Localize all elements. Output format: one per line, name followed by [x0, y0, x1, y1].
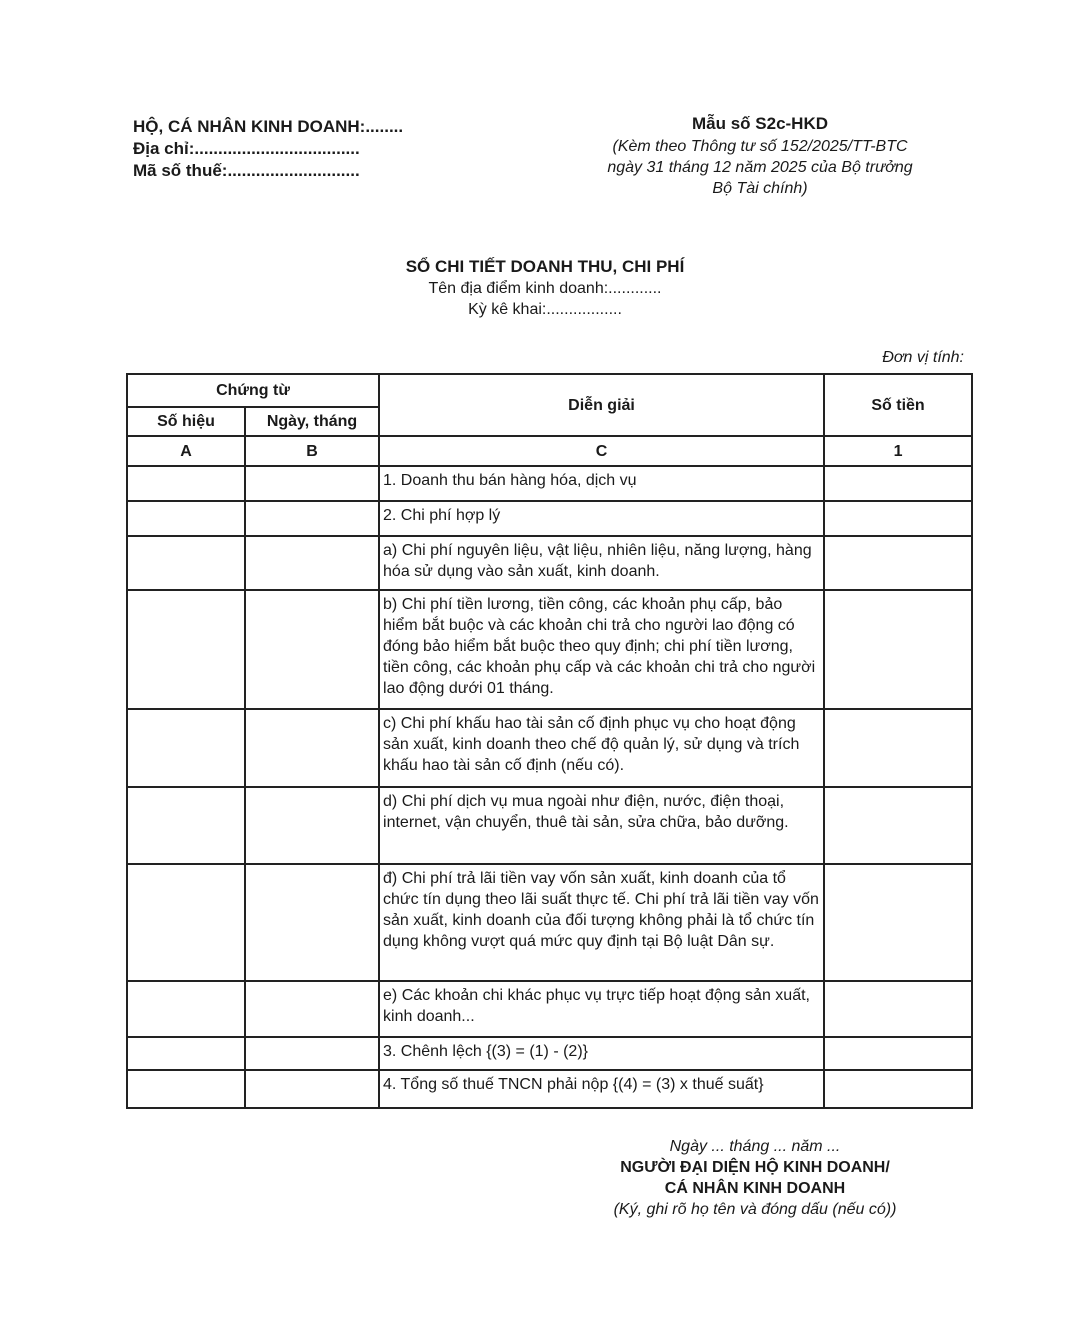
tax-code-line: Mã số thuế:............................: [133, 161, 360, 180]
column-code-1: 1: [824, 436, 972, 466]
description-cell: 4. Tổng số thuế TNCN phải nộp {(4) = (3) x thuế suất}: [379, 1070, 824, 1108]
voucher-number-cell[interactable]: [127, 787, 245, 864]
description-cell: a) Chi phí nguyên liệu, vật liệu, nhiên liệu, năng lượng, hàng hóa sử dụng vào sản xuất, kinh doanh.: [379, 536, 824, 590]
voucher-date-cell[interactable]: [245, 1070, 379, 1108]
table-row: [127, 864, 972, 981]
address-line: Địa chỉ:...................................: [133, 139, 360, 158]
business-location-line: Tên địa điểm kinh doanh:............: [428, 280, 662, 297]
table-row: [127, 501, 972, 536]
signature-date: Ngày ... tháng ... năm ...: [669, 1138, 841, 1155]
description-cell: e) Các khoản chi khác phục vụ trực tiếp hoạt động sản xuất, kinh doanh...: [379, 981, 824, 1037]
table-row: [127, 1070, 972, 1108]
amount-cell[interactable]: [824, 981, 972, 1037]
signer-title-line-1: NGƯỜI ĐẠI DIỆN HỘ KINH DOANH/: [620, 1159, 890, 1176]
voucher-number-cell[interactable]: [127, 501, 245, 536]
description-cell: 1. Doanh thu bán hàng hóa, dịch vụ: [379, 466, 824, 501]
voucher-number-cell[interactable]: [127, 709, 245, 787]
form-reference: [560, 113, 960, 199]
table-row: [127, 709, 972, 787]
voucher-number-cell[interactable]: [127, 536, 245, 590]
form-number: Mẫu số S2c-HKD: [691, 114, 829, 133]
column-code-row: [127, 436, 972, 466]
table-row: [127, 466, 972, 501]
signature-note: (Ký, ghi rõ họ tên và đóng dấu (nếu có)): [613, 1201, 897, 1218]
voucher-header: Chứng từ: [127, 374, 379, 407]
column-code-b: B: [245, 436, 379, 466]
amount-cell[interactable]: [824, 590, 972, 709]
circular-ref-line-1: (Kèm theo Thông tư số 152/2025/TT-BTC: [612, 138, 908, 155]
amount-header: Số tiền: [824, 374, 972, 436]
voucher-date-cell[interactable]: [245, 709, 379, 787]
table-row: [127, 590, 972, 709]
circular-ref-line-2: ngày 31 tháng 12 năm 2025 của Bộ trưởng: [607, 159, 913, 176]
table-row: [127, 981, 972, 1037]
business-name-line: HỘ, CÁ NHÂN KINH DOANH:........: [133, 117, 404, 136]
voucher-date-cell[interactable]: [245, 536, 379, 590]
description-cell: c) Chi phí khấu hao tài sản cố định phục vụ cho hoạt động sản xuất, kinh doanh theo chế độ quản lý, sử dụng và trích khấu hao tài sản cố định (nếu có).: [379, 709, 824, 787]
title-block: [300, 256, 790, 320]
signature-block: [580, 1136, 930, 1221]
description-cell: 3. Chênh lệch {(3) = (1) - (2)}: [379, 1037, 824, 1070]
voucher-number-cell[interactable]: [127, 590, 245, 709]
voucher-date-cell[interactable]: [245, 501, 379, 536]
amount-cell[interactable]: [824, 536, 972, 590]
description-cell: 2. Chi phí hợp lý: [379, 501, 824, 536]
voucher-date-header: Ngày, tháng: [245, 407, 379, 436]
amount-cell[interactable]: [824, 787, 972, 864]
table-row: [127, 1037, 972, 1070]
description-cell: d) Chi phí dịch vụ mua ngoài như điện, nước, điện thoại, internet, vận chuyển, thuê tài sản, sửa chữa, bảo dưỡng.: [379, 787, 824, 864]
amount-cell[interactable]: [824, 1037, 972, 1070]
business-info: [133, 116, 403, 182]
voucher-date-cell[interactable]: [245, 864, 379, 981]
voucher-date-cell[interactable]: [245, 1037, 379, 1070]
signer-title-line-2: CÁ NHÂN KINH DOANH: [664, 1180, 846, 1197]
voucher-date-cell[interactable]: [245, 466, 379, 501]
voucher-number-cell[interactable]: [127, 1037, 245, 1070]
voucher-number-cell[interactable]: [127, 466, 245, 501]
amount-cell[interactable]: [824, 709, 972, 787]
voucher-number-cell[interactable]: [127, 981, 245, 1037]
table-row: [127, 536, 972, 590]
voucher-date-cell[interactable]: [245, 590, 379, 709]
document-title: SỔ CHI TIẾT DOANH THU, CHI PHÍ: [405, 257, 685, 276]
amount-cell[interactable]: [824, 864, 972, 981]
voucher-number-header: Số hiệu: [127, 407, 245, 436]
description-cell: đ) Chi phí trả lãi tiền vay vốn sản xuất, kinh doanh của tổ chức tín dụng theo lãi suất thực tế. Chi phí trả lãi tiền vay vốn sản xuất, kinh doanh của đối tượng không phải là tổ chức tín dụng không vượt quá mức quy định tại Bộ luật Dân sự.: [379, 864, 824, 981]
ledger-table: [126, 373, 973, 1109]
column-code-a: A: [127, 436, 245, 466]
voucher-number-cell[interactable]: [127, 1070, 245, 1108]
unit-label: Đơn vị tính:: [882, 349, 964, 366]
amount-cell[interactable]: [824, 501, 972, 536]
table-row: [127, 787, 972, 864]
declaration-period-line: Kỳ kê khai:.................: [468, 301, 622, 318]
circular-ref-line-3: Bộ Tài chính): [712, 180, 808, 197]
voucher-date-cell[interactable]: [245, 787, 379, 864]
voucher-date-cell[interactable]: [245, 981, 379, 1037]
amount-cell[interactable]: [824, 1070, 972, 1108]
amount-cell[interactable]: [824, 466, 972, 501]
description-header: Diễn giải: [379, 374, 824, 436]
table-header-row: [127, 374, 972, 407]
description-cell: b) Chi phí tiền lương, tiền công, các khoản phụ cấp, bảo hiểm bắt buộc và các khoản chi trả cho người lao động có đóng bảo hiểm bắt buộc theo quy định; chi phí tiền lương, tiền công, các khoản phụ cấp và các khoản chi trả cho người lao động dưới 01 tháng.: [379, 590, 824, 709]
column-code-c: C: [379, 436, 824, 466]
voucher-number-cell[interactable]: [127, 864, 245, 981]
